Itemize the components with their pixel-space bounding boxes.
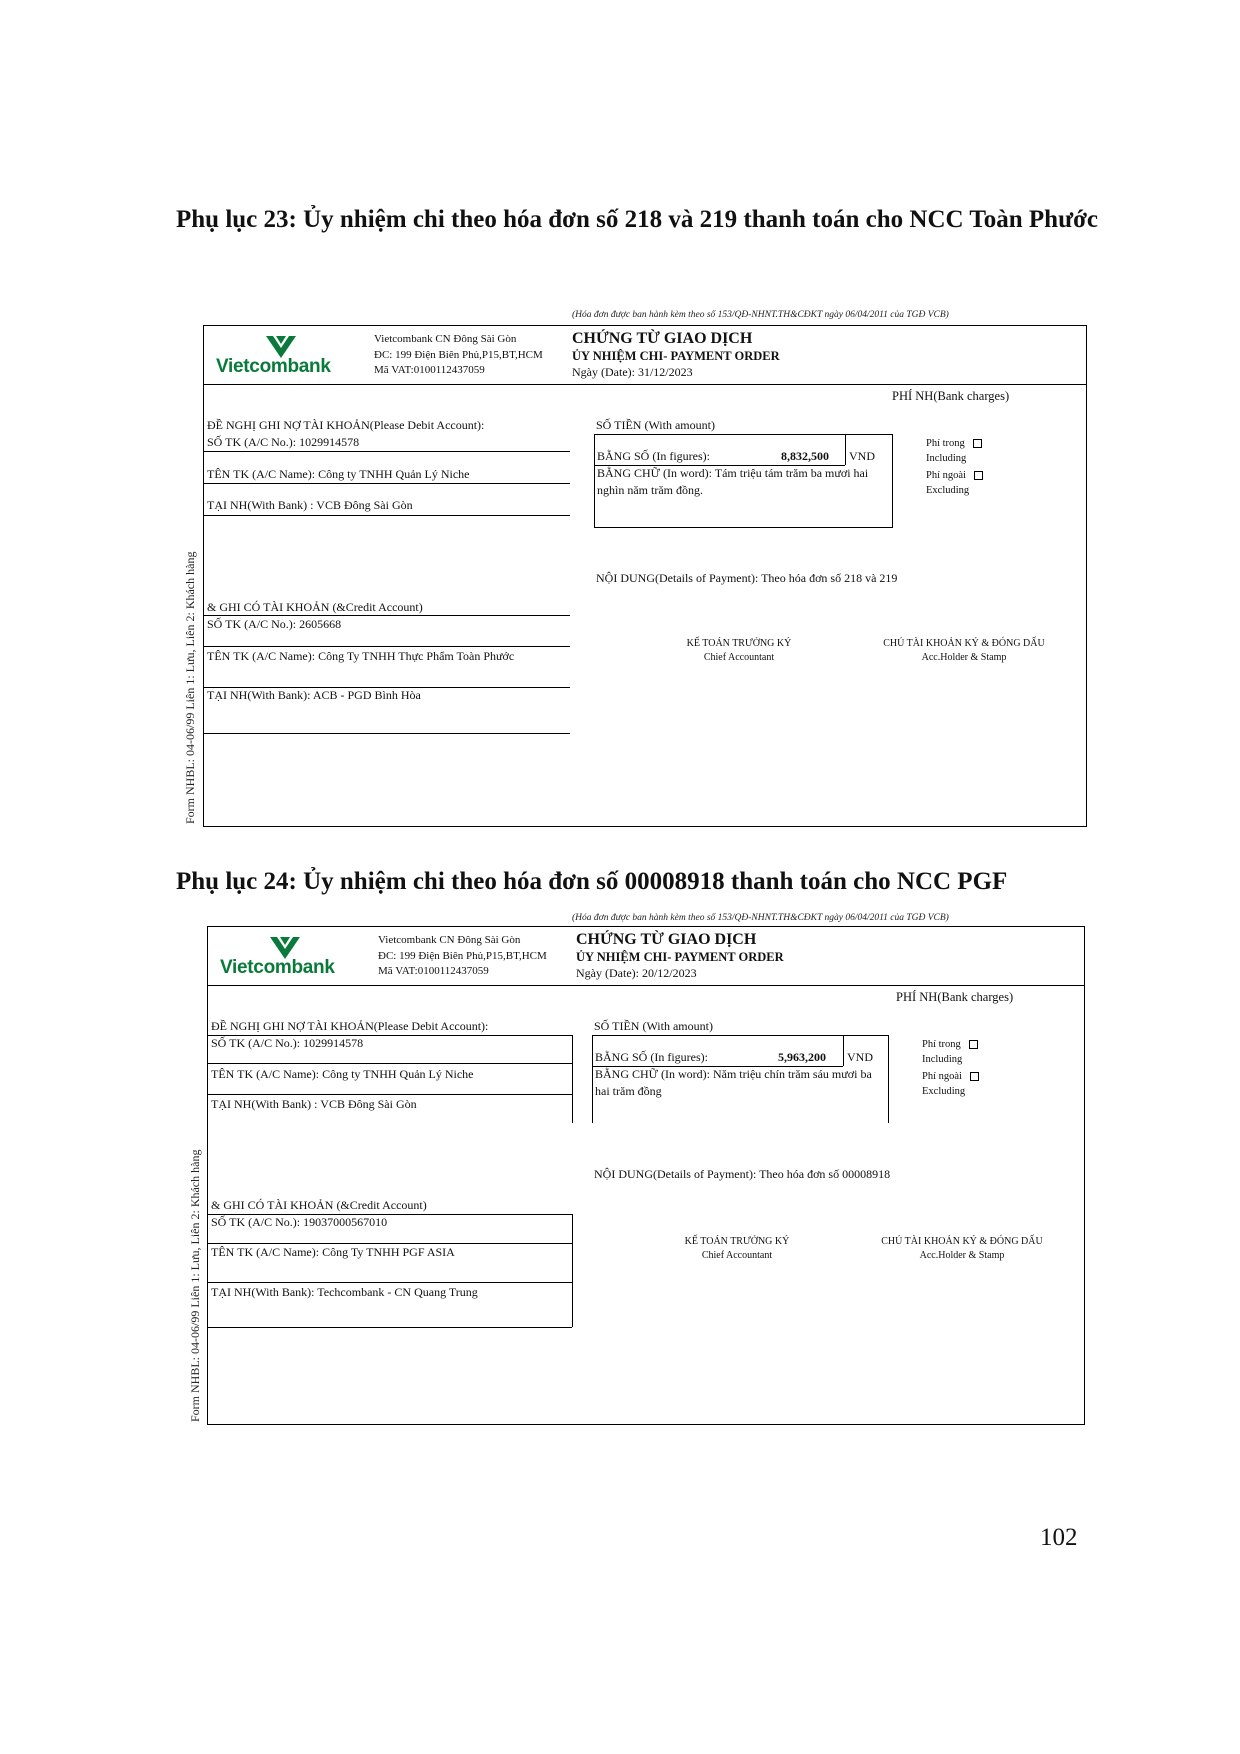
title: CHỨNG TỪ GIAO DỊCH: [576, 931, 757, 948]
bank-charges-label: PHÍ NH(Bank charges): [892, 389, 1010, 403]
divider: [208, 1243, 572, 1244]
appendix-heading: Phụ lục 24: Ủy nhiệm chi theo hóa đơn số 00008918 thanh toán cho NCC PGF: [176, 868, 1008, 895]
bank-branch: Vietcombank CN Đông Sài Gòn: [378, 934, 521, 946]
fee-excluding: [926, 468, 983, 498]
bank-branch: Vietcombank CN Đông Sài Gòn: [374, 333, 517, 345]
acc-holder-label: CHỦ TÀI KHOẢN KÝ & ĐÓNG DẤU: [883, 638, 1045, 649]
fee-including-label: Phí trong: [922, 1039, 961, 1050]
divider: [204, 733, 570, 734]
chief-accountant-en: Chief Accountant: [703, 652, 775, 663]
logo-text: Vietcombank: [220, 957, 335, 978]
credit-header: & GHI CÓ TÀI KHOẢN (&Credit Account): [207, 600, 423, 614]
fee-excluding-label: Phí ngoài: [926, 470, 966, 481]
amount-figures: 5,963,200: [778, 1050, 826, 1064]
fee-including-en: Including: [926, 453, 967, 464]
fee-including: [922, 1037, 978, 1067]
bank-charges-label: PHÍ NH(Bank charges): [896, 990, 1014, 1004]
currency: VND: [849, 449, 875, 463]
credit-header: & GHI CÓ TÀI KHOẢN (&Credit Account): [211, 1198, 427, 1212]
form-note: (Hóa đơn được ban hành kèm theo số 153/QĐ-NHNT.TH&CĐKT ngày 06/04/2011 của TGĐ VCB): [572, 913, 949, 923]
fee-including-en: Including: [922, 1054, 963, 1065]
debit-bank: TẠI NH(With Bank) : VCB Đông Sài Gòn: [207, 498, 413, 512]
bank-address: ĐC: 199 Điện Biên Phủ,P15,BT,HCM: [378, 949, 547, 962]
payment-details: NỘI DUNG(Details of Payment): Theo hóa đơn số 218 và 219: [596, 571, 898, 585]
document-title: [572, 329, 780, 380]
appendix-heading: Phụ lục 23: Ủy nhiệm chi theo hóa đơn số 218 và 219 thanh toán cho NCC Toàn Phước: [176, 206, 1099, 233]
divider: [204, 515, 570, 516]
order-date: Ngày (Date): 31/12/2023: [572, 365, 693, 379]
divider: [204, 615, 570, 616]
fee-excluding: [922, 1069, 979, 1099]
credit-account-no: SỐ TK (A/C No.): 19037000567010: [211, 1215, 388, 1229]
bank-vat: Mã VAT:0100112437059: [374, 364, 485, 376]
amount-box: [592, 1035, 889, 1123]
amount-header: SỐ TIỀN (With amount): [596, 418, 715, 432]
credit-bank: TẠI NH(With Bank): ACB - PGD Bình Hòa: [207, 688, 421, 702]
debit-header: ĐỀ NGHỊ GHI NỢ TÀI KHOẢN(Please Debit Account):: [211, 1019, 489, 1033]
document-title: [576, 930, 784, 981]
amount-header: SỐ TIỀN (With amount): [594, 1019, 713, 1033]
bank-vat: Mã VAT:0100112437059: [378, 965, 489, 977]
vietcombank-logo: [220, 935, 350, 979]
bank-info: [378, 933, 547, 980]
credit-bank: TẠI NH(With Bank): Techcombank - CN Quang Trung: [211, 1285, 478, 1299]
currency: VND: [847, 1050, 873, 1064]
chief-accountant-en: Chief Accountant: [701, 1250, 773, 1261]
form-header: [204, 326, 1086, 385]
payment-order-form: [207, 926, 1085, 1425]
checkbox-icon[interactable]: [970, 1072, 979, 1081]
fee-excluding-en: Excluding: [926, 485, 970, 496]
form-side-note: Form NHBL: 04-06/99 Liên 1: Lưu, Liên 2: Khách hàng: [188, 1149, 202, 1422]
form-note: (Hóa đơn được ban hành kèm theo số 153/QĐ-NHNT.TH&CĐKT ngày 06/04/2011 của TGĐ VCB): [572, 310, 949, 320]
checkbox-icon[interactable]: [974, 471, 983, 480]
payment-order-form: [203, 325, 1087, 827]
fee-including: [926, 436, 982, 466]
divider: [208, 1094, 572, 1095]
debit-account-no: SỐ TK (A/C No.): 1029914578: [207, 435, 360, 449]
chief-accountant-signature: [642, 1235, 832, 1263]
order-date: Ngày (Date): 20/12/2023: [576, 966, 697, 980]
checkbox-icon[interactable]: [969, 1040, 978, 1049]
acc-holder-label: CHỦ TÀI KHOẢN KÝ & ĐÓNG DẤU: [881, 1236, 1043, 1247]
amount-box: [594, 434, 893, 528]
debit-account-name: TÊN TK (A/C Name): Công ty TNHH Quản Lý Niche: [207, 467, 470, 481]
in-figures-label: BẰNG SỐ (In figures):: [597, 449, 710, 463]
acc-holder-en: Acc.Holder & Stamp: [919, 1250, 1005, 1261]
debit-account-no: SỐ TK (A/C No.): 1029914578: [211, 1036, 364, 1050]
divider: [572, 1214, 573, 1327]
divider: [204, 451, 570, 452]
fee-including-label: Phí trong: [926, 438, 965, 449]
title: CHỨNG TỪ GIAO DỊCH: [572, 330, 753, 347]
divider: [204, 646, 570, 647]
divider: [208, 1063, 572, 1064]
vietcombank-logo: [216, 334, 346, 378]
payment-details: NỘI DUNG(Details of Payment): Theo hóa đơn số 00008918: [594, 1167, 891, 1181]
logo-text: Vietcombank: [216, 356, 331, 377]
credit-account-name: TÊN TK (A/C Name): Công Ty TNHH Thực Phẩm Toàn Phước: [207, 649, 515, 663]
bank-address: ĐC: 199 Điện Biên Phủ,P15,BT,HCM: [374, 348, 543, 361]
amount-figures: 8,832,500: [781, 449, 829, 463]
acc-holder-signature: [864, 637, 1064, 665]
acc-holder-en: Acc.Holder & Stamp: [921, 652, 1007, 663]
subtitle: ỦY NHIỆM CHI- PAYMENT ORDER: [572, 349, 780, 363]
debit-header: ĐỀ NGHỊ GHI NỢ TÀI KHOẢN(Please Debit Account):: [207, 418, 485, 432]
in-figures-label: BẰNG SỐ (In figures):: [595, 1050, 708, 1064]
chief-accountant-signature: [644, 637, 834, 665]
page-number: 102: [1040, 1524, 1078, 1551]
checkbox-icon[interactable]: [973, 439, 982, 448]
amount-words: BẰNG CHỮ (In word): Năm triệu chín trăm sáu mươi ba hai trăm đồng: [595, 1067, 872, 1098]
divider: [204, 483, 570, 484]
debit-account-name: TÊN TK (A/C Name): Công ty TNHH Quản Lý Niche: [211, 1067, 474, 1081]
divider: [572, 1035, 573, 1123]
divider: [208, 1327, 572, 1328]
acc-holder-signature: [862, 1235, 1062, 1263]
divider: [845, 435, 846, 465]
chief-accountant-label: KẾ TOÁN TRƯỞNG KÝ: [684, 1236, 790, 1247]
chief-accountant-label: KẾ TOÁN TRƯỞNG KÝ: [686, 638, 792, 649]
divider: [208, 1282, 572, 1283]
bank-info: [374, 332, 543, 379]
form-side-note: Form NHBL: 04-06/99 Liên 1: Lưu, Liên 2: Khách hàng: [183, 551, 197, 824]
debit-bank: TẠI NH(With Bank) : VCB Đông Sài Gòn: [211, 1097, 417, 1111]
subtitle: ỦY NHIỆM CHI- PAYMENT ORDER: [576, 950, 784, 964]
amount-words: BẰNG CHỮ (In word): Tám triệu tám trăm ba mươi hai nghìn năm trăm đồng.: [597, 466, 869, 497]
credit-account-name: TÊN TK (A/C Name): Công Ty TNHH PGF ASIA: [211, 1245, 455, 1259]
form-header: [208, 927, 1084, 986]
credit-account-no: SỐ TK (A/C No.): 2605668: [207, 617, 342, 631]
divider: [843, 1036, 844, 1066]
fee-excluding-label: Phí ngoài: [922, 1071, 962, 1082]
fee-excluding-en: Excluding: [922, 1086, 966, 1097]
